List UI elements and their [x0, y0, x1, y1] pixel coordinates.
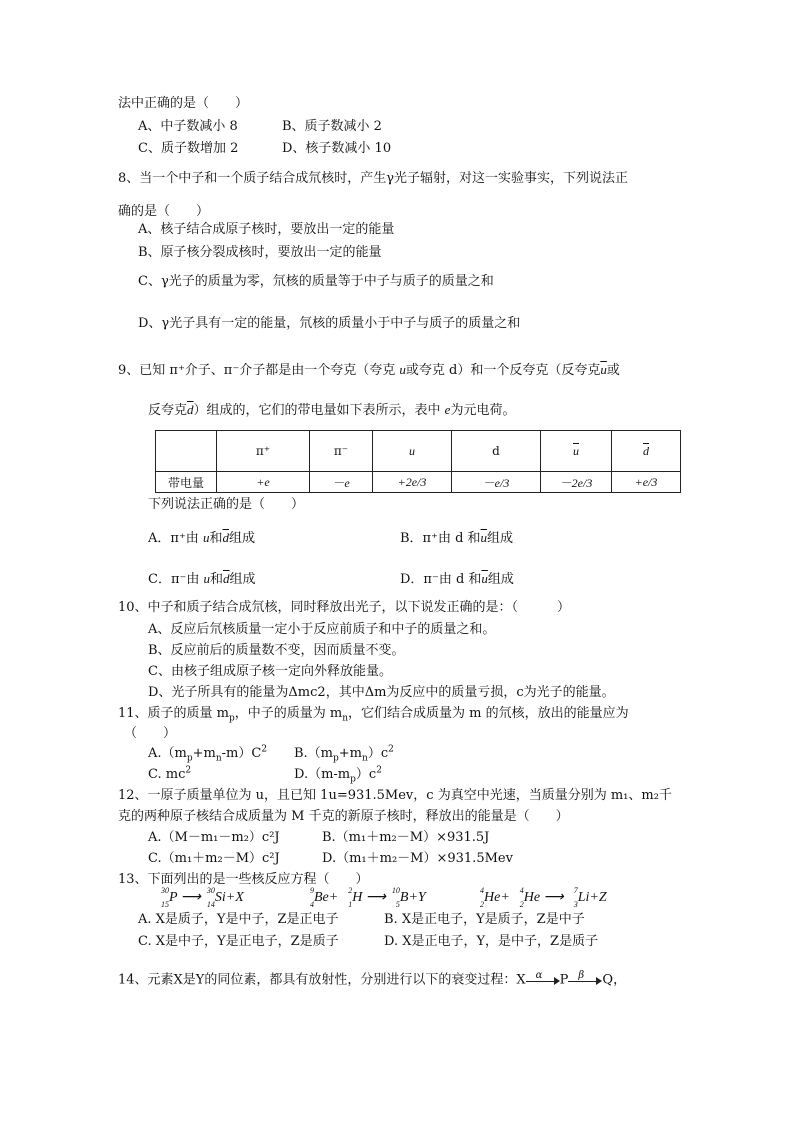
table-header-cell: π⁻: [310, 431, 373, 472]
q9-option-d: D．π⁻由 d 和$\overline{u}$组成: [400, 571, 514, 587]
q10-option-c: C、由核子组成原子核一定向外释放能量。: [148, 664, 392, 679]
q9-stem-line1: 9、已知 π⁺介子、π⁻介子都是由一个夸克（夸克 u或夸克 d）和一个反夸克（反夸克$\overline{u}$或: [118, 362, 620, 378]
q11-stem-line1: 11、质子的质量 $m_p$，中子的质量为 $m_n$，它们结合成质量为 m 的氘核，放出的能量应为: [118, 706, 629, 724]
q12-option-a: A.（M－m₁－m₂）c²J: [148, 830, 280, 845]
q9-option-c: C．π⁻由 u和$\overline{d}$组成: [148, 571, 256, 587]
q13-stem: 13、下面列出的是一些核反应方程（ ）: [118, 872, 369, 887]
table-cell: +e: [217, 472, 310, 493]
q12-stem-line1: 12、一原子质量单位为 u，且已知 1u=931.5Mev，c 为真空中光速，当质量分别为 m₁、m₂千: [118, 788, 672, 803]
arrow-icon: ⟶: [543, 890, 564, 905]
q7-option-b: B、质子数减小 2: [282, 119, 382, 134]
q10-option-d: D、光子所具有的能量为Δmc2，其中Δm为反应中的质量亏损，c为光子的能量。: [148, 685, 615, 700]
q12-stem-line2: 克的两种原子核结合成质量为 M 千克的新原子核时，释放出的能量是（ ）: [118, 809, 569, 824]
q7-stem: 法中正确的是（ ）: [118, 96, 249, 111]
table-cell: +e/3: [612, 472, 681, 493]
alpha-decay-arrow: α: [526, 970, 560, 990]
table-cell: －e/3: [452, 472, 541, 493]
q11-option-d: $D.(m-m_p)c^2$: [294, 765, 382, 785]
q9-follow: 下列说法正确的是（ ）: [148, 497, 305, 512]
table-cell: －2e/3: [541, 472, 612, 493]
q11-option-b: $B.(m_p+m_n)c^2$: [294, 744, 394, 764]
charge-table: [155, 430, 681, 493]
q11-stem-line2: （ ）: [124, 726, 177, 741]
q10-option-b: B、反应前后的质量数不变，因而质量不变。: [148, 643, 405, 658]
table-cell: －e: [310, 472, 373, 493]
q14-stem: 14、元素X是Y的同位素，都具有放射性，分别进行以下的衰变过程：X α P β Q，: [118, 970, 626, 990]
table-row: [156, 472, 681, 493]
table-header-cell: $\overline{d}$: [612, 431, 681, 472]
q12-option-c: C.（m₁＋m₂－M）c²J: [148, 851, 280, 866]
q8-option-b: B、原子核分裂成核时，要放出一定的能量: [138, 245, 382, 260]
table-header-cell: $\overline{u}$: [541, 431, 612, 472]
table-row-label: 带电量: [156, 472, 217, 493]
q12-option-d: D.（m₁＋m₂－M）×931.5Mev: [322, 851, 513, 866]
q13-option-b: B. X是正电子，Y是质子，Z是中子: [384, 912, 585, 927]
q10-stem: 10、中子和质子结合成氘核，同时释放出光子，以下说发正确的是：（ ）: [118, 600, 571, 615]
q13-option-a: A. X是质子，Y是中子，Z是正电子: [138, 912, 339, 927]
table-cell: +2e/3: [373, 472, 452, 493]
q11-option-a: $A.(m_p+m_n-m)C^2$: [148, 744, 268, 764]
q12-option-b: B.（m₁＋m₂－M）×931.5J: [322, 830, 490, 845]
q7-option-a: A、中子数减小 8: [138, 119, 238, 134]
q9-option-b: B．π⁺由 d 和$\overline{u}$组成: [400, 530, 514, 546]
q9-stem-line2: 反夸克$\overline{d}$）组成的，它们的带电量如下表所示，表中 e为元电荷。: [148, 402, 516, 418]
table-header-cell: d: [452, 431, 541, 472]
beta-decay-arrow: β: [568, 970, 602, 990]
q13-equation-3: 4 2 He+ 4 2 He ⟶ 7 3 Li+Z: [480, 885, 607, 909]
q7-option-d: D、核子数减小 10: [282, 141, 392, 156]
q13-equation-2: 9 4 Be+ 2 1 H ⟶ 10 5 B+Y: [310, 885, 426, 909]
q13-option-d: D. X是正电子，Y，是中子，Z是质子: [384, 934, 599, 949]
q8-stem-line1: 8、当一个中子和一个质子结合成氘核时，产生γ光子辐射，对这一实验事实，下列说法正: [118, 171, 629, 186]
q9-option-a: A．π⁺由 u和$\overline{d}$组成: [148, 530, 255, 546]
arrow-icon: ⟶: [180, 890, 201, 905]
q8-option-a: A、核子结合成原子核时，要放出一定的能量: [138, 222, 395, 237]
table-header-cell: [156, 431, 217, 472]
q8-stem-line2: 确的是（ ）: [118, 204, 210, 219]
q8-option-d: D、γ光子具有一定的能量，氘核的质量小于中子与质子的质量之和: [138, 316, 521, 331]
q13-option-c: C. X是中子，Y是正电子，Z是质子: [138, 934, 339, 949]
table-header-cell: π⁺: [217, 431, 310, 472]
table-header-cell: u: [373, 431, 452, 472]
table-header-row: [156, 431, 681, 472]
q13-equation-1: 30 15 P ⟶ 30 14 Si+X: [161, 885, 244, 909]
q8-option-c: C、γ光子的质量为零，氘核的质量等于中子与质子的质量之和: [138, 274, 494, 289]
arrow-icon: ⟶: [365, 890, 386, 905]
q11-option-c: C. $mc^2$: [148, 765, 192, 782]
q7-option-c: C、质子数增加 2: [138, 141, 239, 156]
q10-option-a: A、反应后氘核质量一定小于反应前质子和中子的质量之和。: [148, 622, 496, 637]
